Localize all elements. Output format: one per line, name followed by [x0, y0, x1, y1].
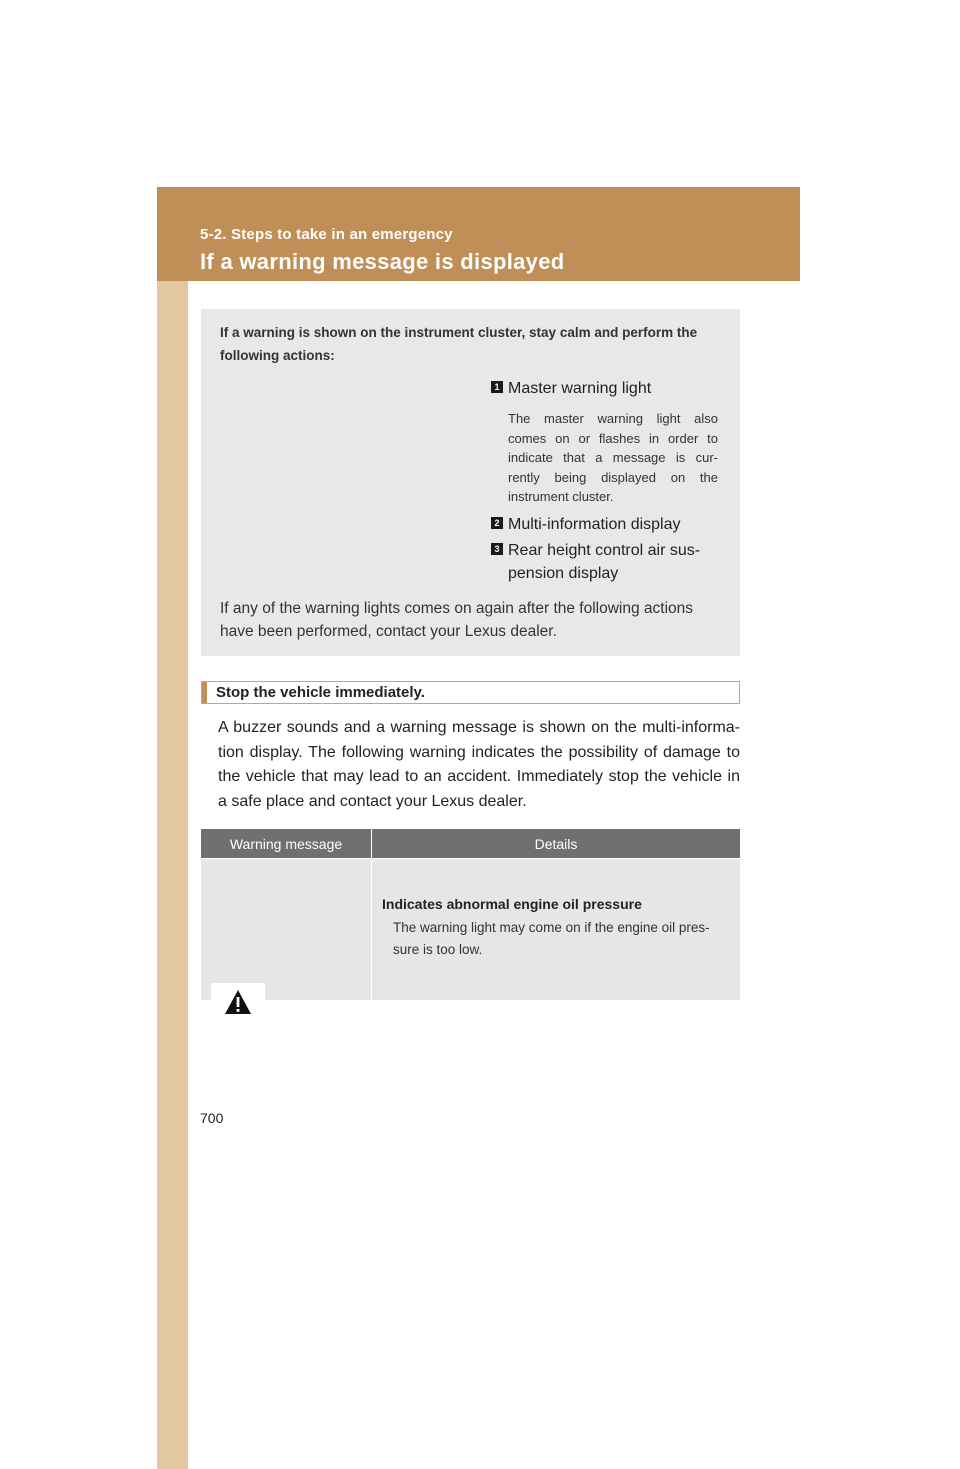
- number-3-icon: 3: [491, 543, 503, 555]
- warning-icon-box: [211, 983, 265, 1020]
- detail-text: The warning light may come on if the engine oil pres- sure is too low.: [393, 920, 710, 957]
- step-body: A buzzer sounds and a warning message is shown on the multi-informa- tion display. The following warning indicates the possibility of damage to the vehicle that may lead to an accident. Immediately stop the vehicle in a safe place and contact your Lexus dealer.: [218, 719, 740, 810]
- legend-label: Multi-information display: [508, 516, 681, 533]
- details-cell: [372, 859, 740, 1000]
- number-1-icon: 1: [491, 381, 503, 393]
- page-number: 700: [200, 1110, 224, 1126]
- legend-label: Master warning light: [508, 380, 652, 397]
- side-strip: [157, 187, 188, 1469]
- warning-triangle-icon: [224, 989, 252, 1015]
- warning-message-cell: [201, 859, 371, 1000]
- intro-footer: If any of the warning lights comes on again after the following actions have been performed, contact your Lexus dealer.: [220, 600, 694, 640]
- warning-table: [201, 829, 740, 1000]
- step-title: Stop the vehicle immediately.: [216, 684, 425, 701]
- legend-item-multi-info: [491, 513, 722, 536]
- legend-label: Rear height control air sus- pension display: [508, 542, 701, 582]
- column-header-details: Details: [372, 829, 740, 858]
- legend-item-air-suspension: [491, 539, 722, 585]
- number-2-icon: 2: [491, 517, 503, 529]
- page-title: If a warning message is displayed: [200, 249, 565, 274]
- intro-text: If a warning is shown on the instrument cluster, stay calm and perform the following actions:: [220, 325, 698, 363]
- step-heading: [201, 681, 740, 704]
- master-warning-description: The master warning light also comes on or flashes in order to indicate that a message is cur- rently being displayed on the instrument cluster.: [508, 411, 718, 504]
- detail-title: Indicates abnormal engine oil pressure: [382, 896, 642, 912]
- step-accent: [202, 682, 207, 703]
- column-header-warning-message: Warning message: [201, 829, 371, 858]
- section-label: 5-2. Steps to take in an emergency: [200, 226, 453, 243]
- legend-item-master-warning: [491, 377, 722, 400]
